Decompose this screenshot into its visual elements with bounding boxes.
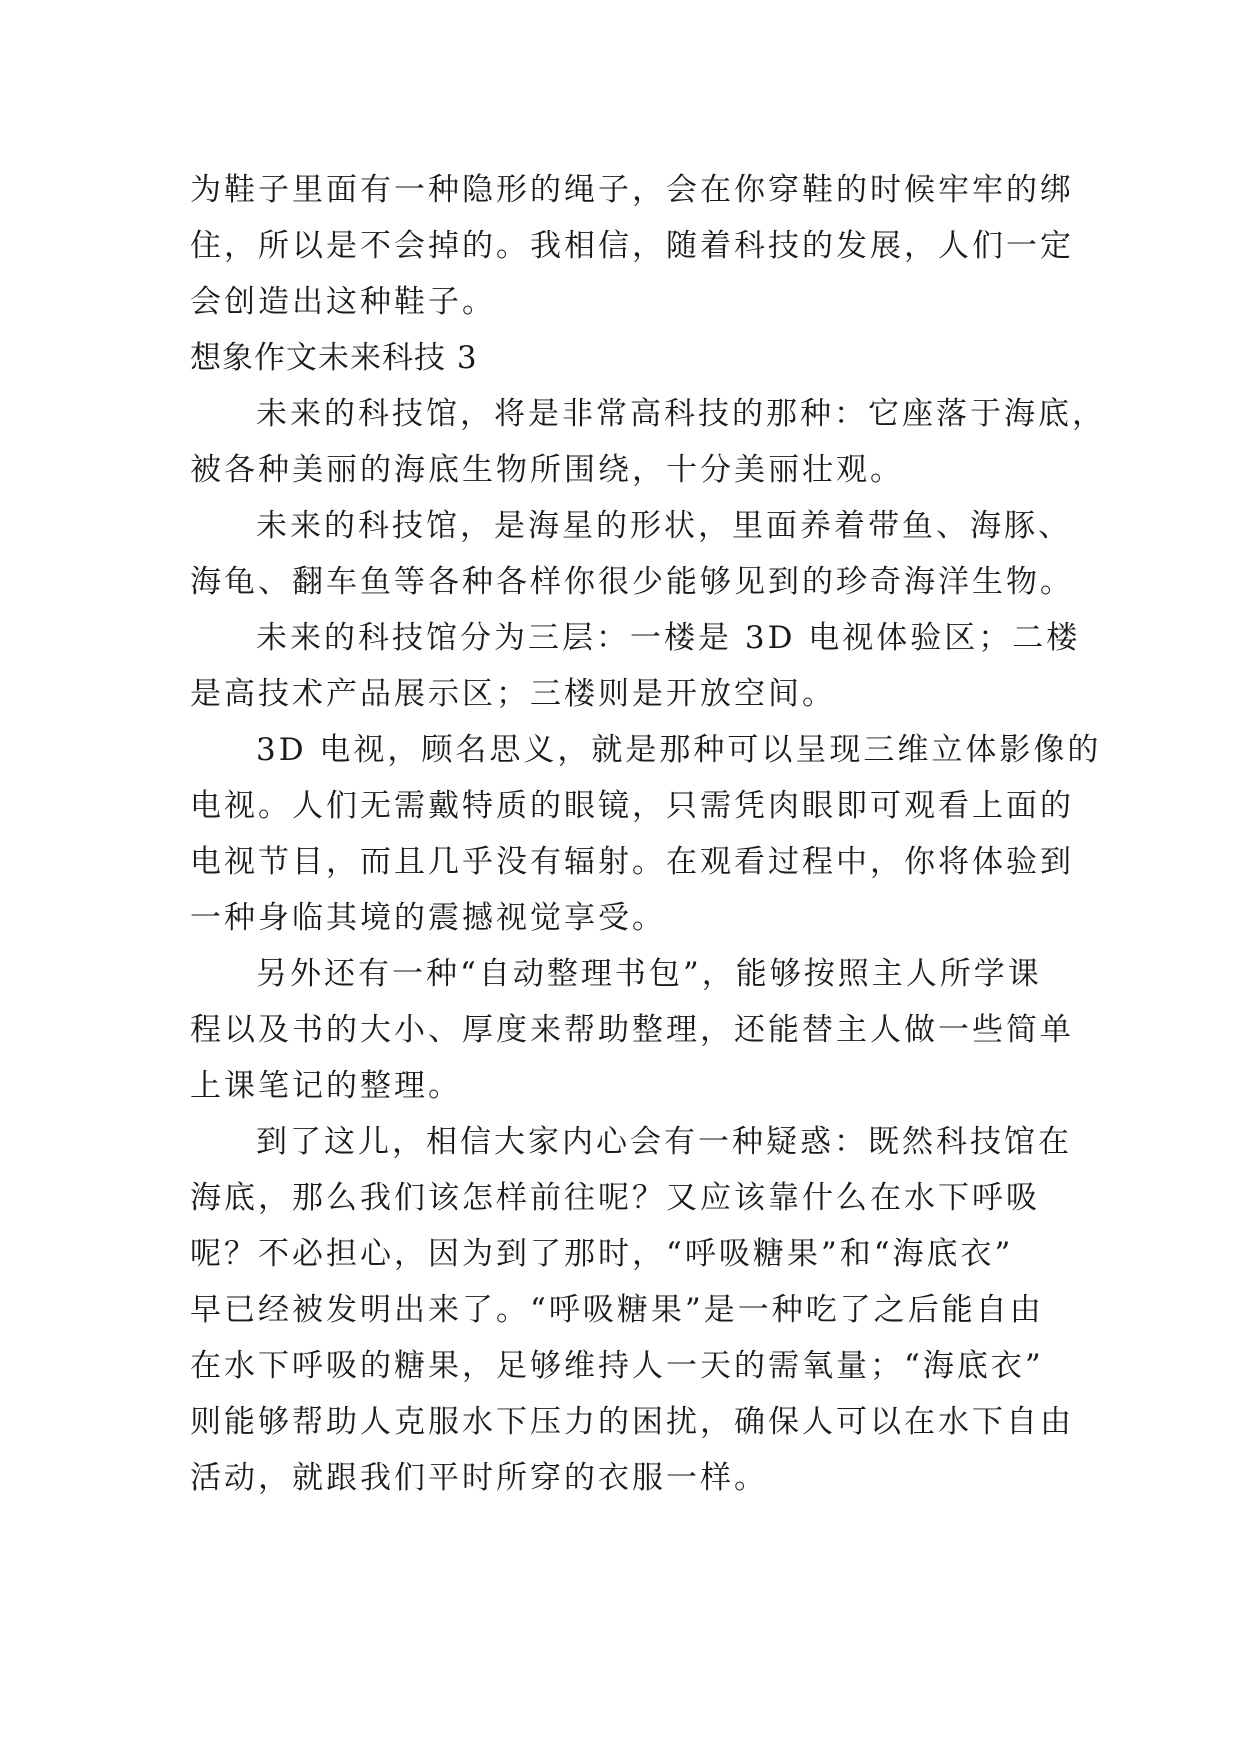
section-heading: 想象作文未来科技 3 (190, 340, 478, 376)
text-line: 呢？不必担心，因为到了那时，“呼吸糖果”和“海底衣” (190, 1236, 1014, 1272)
text-line: 海底，那么我们该怎样前往呢？又应该靠什么在水下呼吸 (190, 1180, 1040, 1216)
paragraph-first-line: 另外还有一种“自动整理书包”，能够按照主人所学课 (256, 956, 1042, 992)
text-line: 则能够帮助人克服水下压力的困扰，确保人可以在水下自由 (190, 1404, 1074, 1440)
text-line: 在水下呼吸的糖果，足够维持人一天的需氧量；“海底衣” (190, 1348, 1044, 1384)
text-line: 电视节目，而且几乎没有辐射。在观看过程中，你将体验到 (190, 844, 1074, 880)
paragraph-first-line: 未来的科技馆，是海星的形状，里面养着带鱼、海豚、 (256, 508, 1072, 544)
text-line: 活动，就跟我们平时所穿的衣服一样。 (190, 1460, 768, 1496)
paragraph-first-line: 3D 电视，顾名思义，就是那种可以呈现三维立体影像的 (256, 732, 1102, 768)
text-line: 是高技术产品展示区；三楼则是开放空间。 (190, 676, 836, 712)
paragraph-first-line: 到了这儿，相信大家内心会有一种疑惑：既然科技馆在 (256, 1124, 1072, 1160)
text-line: 住，所以是不会掉的。我相信，随着科技的发展，人们一定 (190, 228, 1074, 264)
paragraph-first-line: 未来的科技馆分为三层：一楼是 3D 电视体验区；二楼 (256, 620, 1081, 656)
text-line: 早已经被发明出来了。“呼吸糖果”是一种吃了之后能自由 (190, 1292, 1044, 1328)
document-body (190, 162, 1106, 1506)
text-line: 一种身临其境的震撼视觉享受。 (190, 900, 666, 936)
paragraph-first-line: 未来的科技馆，将是非常高科技的那种：它座落于海底， (256, 396, 1106, 432)
text-line: 程以及书的大小、厚度来帮助整理，还能替主人做一些简单 (190, 1012, 1074, 1048)
text-line: 被各种美丽的海底生物所围绕，十分美丽壮观。 (190, 452, 904, 488)
text-line: 上课笔记的整理。 (190, 1068, 462, 1104)
text-line: 会创造出这种鞋子。 (190, 284, 496, 320)
text-line: 电视。人们无需戴特质的眼镜，只需凭肉眼即可观看上面的 (190, 788, 1074, 824)
text-line: 为鞋子里面有一种隐形的绳子，会在你穿鞋的时候牢牢的绑 (190, 172, 1074, 208)
text-line: 海龟、翻车鱼等各种各样你很少能够见到的珍奇海洋生物。 (190, 564, 1074, 600)
